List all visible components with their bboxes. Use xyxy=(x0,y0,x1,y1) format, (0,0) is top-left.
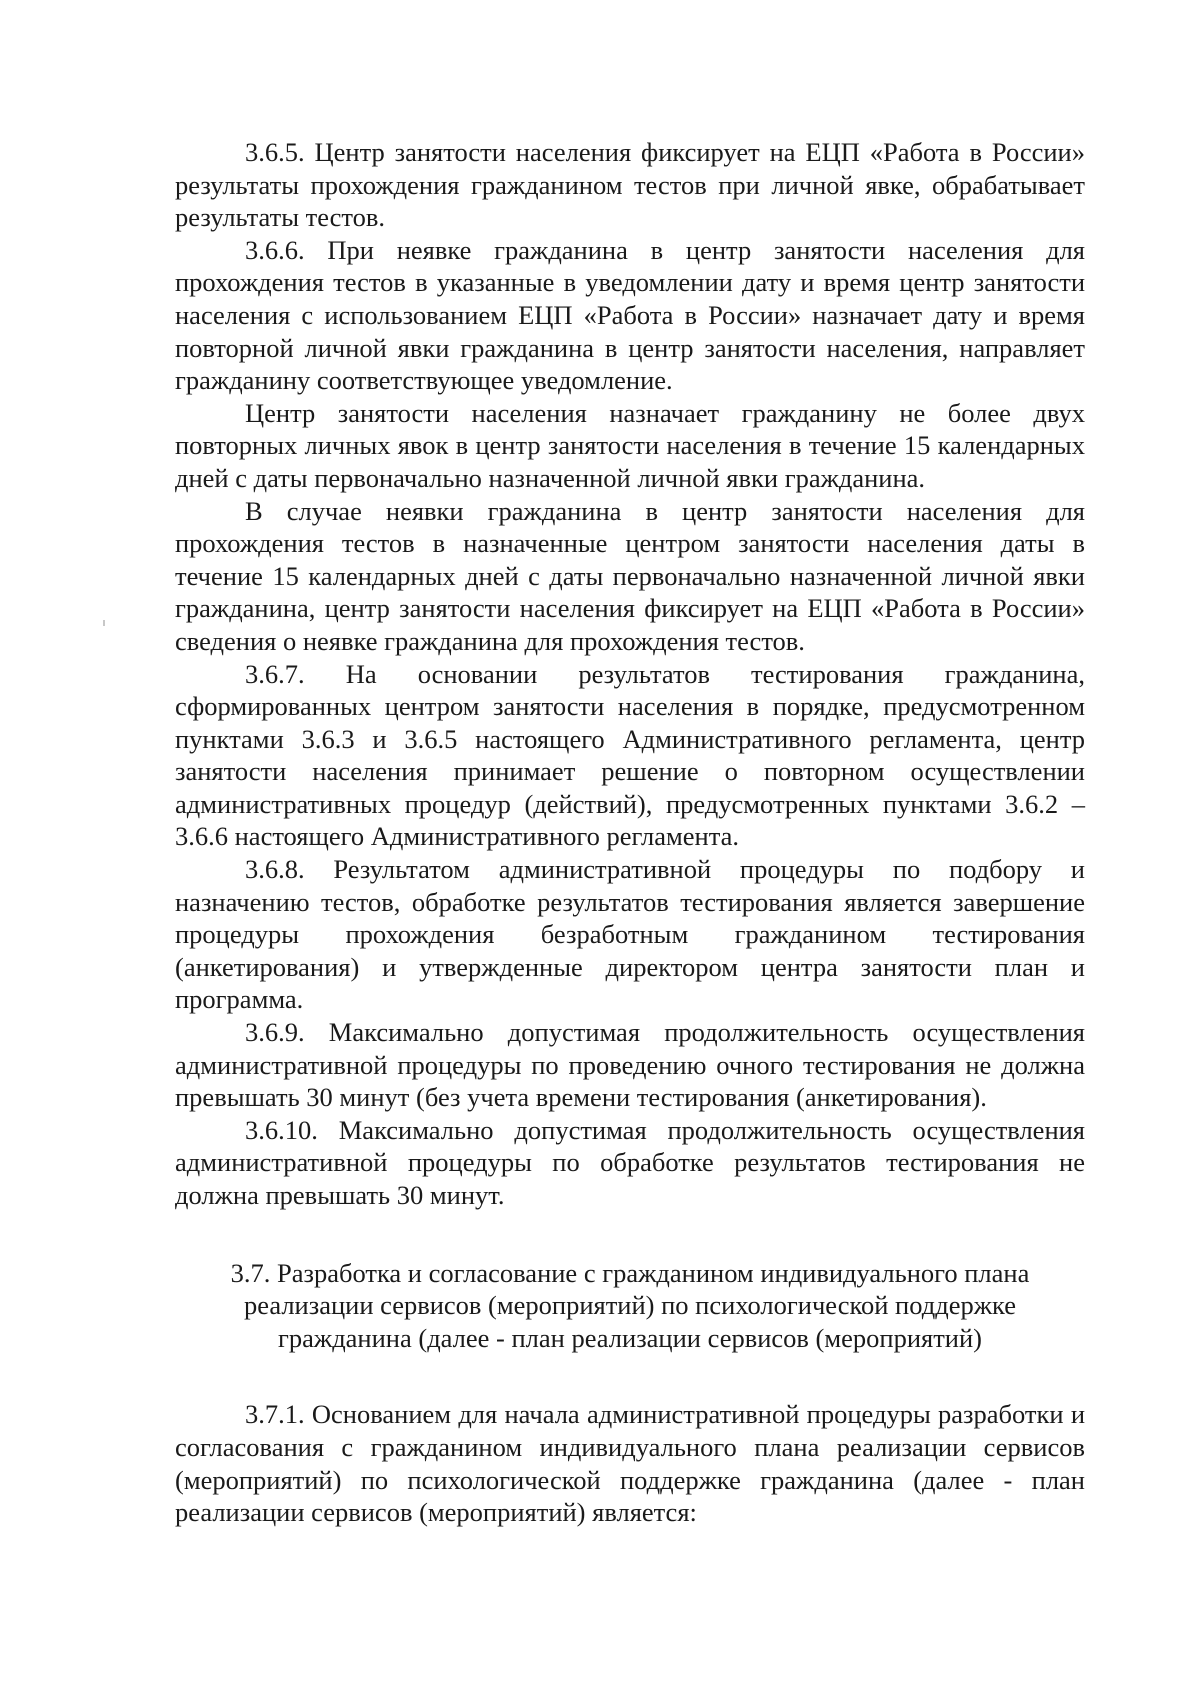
scan-artifact xyxy=(103,620,105,626)
paragraph-3-6-7: 3.6.7. На основании результатов тестирования гражданина, сформированных центром занятости населения в порядке, предусмотренном пунктами 3.6.3 и 3.6.5 настоящего Административного регламента, центр занятости населения принимает решение о повторном осуществлении административных процедур (действий), предусмотренных пунктами 3.6.2 – 3.6.6 настоящего Административного регламента. xyxy=(175,658,1085,852)
paragraph-3-6-8: 3.6.8. Результатом административной процедуры по подбору и назначению тестов, обработке результатов тестирования является завершение процедуры прохождения безработным гражданином тестирования (анкетирования) и утвержденные директором центра занятости план и программа. xyxy=(175,854,1085,1015)
section-heading-3-7: 3.7. Разработка и согласование с гражданином индивидуального плана реализации сервисов (мероприятий) по психологической поддержке гражданина (далее - план реализации сервисов (мероприятий) xyxy=(230,1257,1030,1353)
paragraph-3-7-1: 3.7.1. Основанием для начала административной процедуры разработки и согласования с гражданином индивидуального плана реализации сервисов (мероприятий) по психологической поддержке гражданина (далее - план реализации сервисов (мероприятий) является: xyxy=(175,1399,1085,1528)
paragraph-repeat-visits: Центр занятости населения назначает гражданину не более двух повторных личных явок в центр занятости населения в течение 15 календарных дней с даты первоначально назначенной личной явки гражданина. xyxy=(175,397,1085,493)
paragraph-3-6-10: 3.6.10. Максимально допустимая продолжительность осуществления административной процедуры по обработке результатов тестирования не должна превышать 30 минут. xyxy=(175,1114,1085,1210)
document-body xyxy=(175,136,1085,1529)
paragraph-3-6-5: 3.6.5. Центр занятости населения фиксирует на ЕЦП «Работа в России» результаты прохождения гражданином тестов при личной явке, обрабатывает результаты тестов. xyxy=(175,137,1085,233)
paragraph-3-6-6: 3.6.6. При неявке гражданина в центр занятости населения для прохождения тестов в указанные в уведомлении дату и время центр занятости населения с использованием ЕЦП «Работа в России» назначает дату и время повторной личной явки гражданина в центр занятости населения, направляет гражданину соответствующее уведомление. xyxy=(175,234,1085,396)
paragraph-non-appearance: В случае неявки гражданина в центр занятости населения для прохождения тестов в назначенные центром занятости населения даты в течение 15 календарных дней с даты первоначально назначенной личной явки гражданина, центр занятости населения фиксирует на ЕЦП «Работа в России» сведения о неявке гражданина для прохождения тестов. xyxy=(175,495,1085,656)
spacer xyxy=(175,1354,1085,1398)
paragraph-3-6-9: 3.6.9. Максимально допустимая продолжительность осуществления административной процедуры по проведению очного тестирования не должна превышать 30 минут (без учета времени тестирования (анкетирования). xyxy=(175,1017,1085,1113)
